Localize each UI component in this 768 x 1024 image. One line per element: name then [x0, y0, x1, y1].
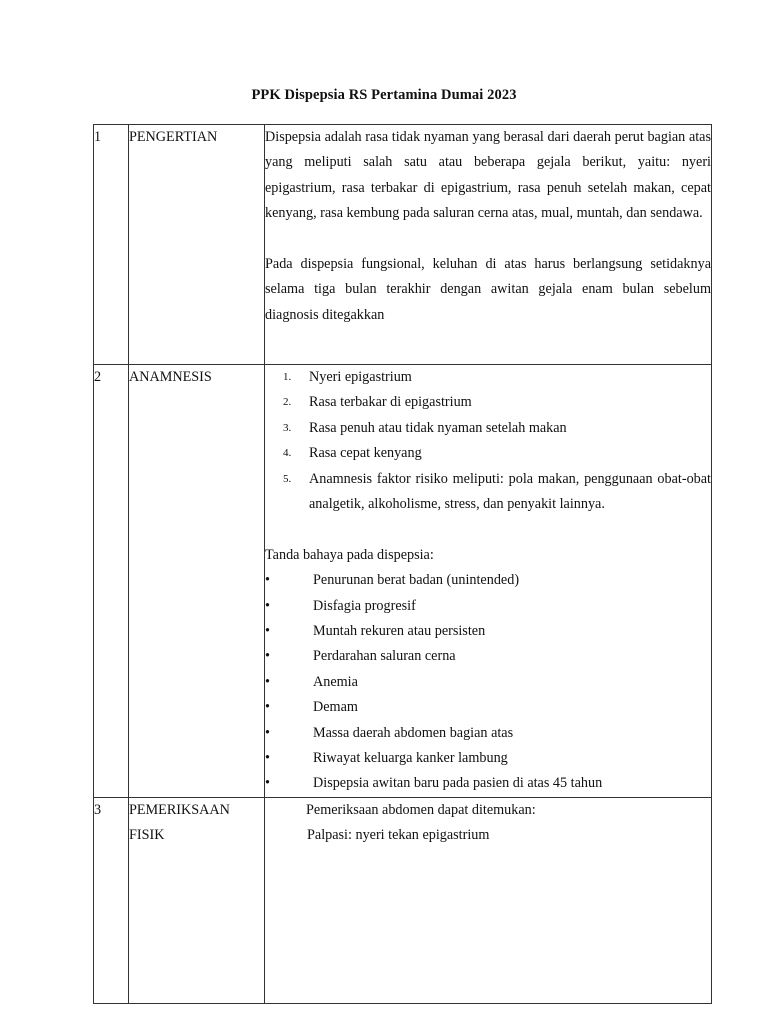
list-item	[265, 619, 711, 644]
section-label-pengertian: PENGERTIAN	[129, 125, 265, 365]
bullet-icon: •	[265, 673, 270, 690]
list-item	[265, 644, 711, 669]
list-item	[265, 594, 711, 619]
bullet-icon: •	[265, 750, 270, 767]
list-item-text: Dispepsia awitan baru pada pasien di atas 45 tahun	[313, 775, 603, 792]
table-row	[94, 125, 712, 365]
pengertian-paragraph: Dispepsia adalah rasa tidak nyaman yang berasal dari daerah perut bagian atas yang meliputi salah satu atau beberapa gejala berikut, yaitu: nyeri epigastrium, rasa terbakar di epigastrium, rasa penuh setelah makan, cepat kenyang, rasa kembung pada saluran cerna atas, mual, muntah, dan sendawa.	[265, 129, 711, 222]
list-item-text: Perdarahan saluran cerna	[313, 648, 456, 665]
pengertian-content	[265, 125, 712, 365]
list-number: 5.	[283, 472, 292, 485]
row-number: 2	[94, 365, 129, 798]
list-item	[265, 695, 711, 720]
list-number: 1.	[283, 371, 292, 383]
list-item-text: Muntah rekuren atau persisten	[313, 623, 486, 640]
pemeriksaan-fisik-content	[265, 797, 712, 1003]
list-item	[283, 467, 711, 518]
document-title: PPK Dispepsia RS Pertamina Dumai 2023	[251, 87, 517, 103]
list-item-text: Anamnesis faktor risiko meliputi: pola makan, penggunaan obat-obat analgetik, alkoholisme, stress, dan penyakit lainnya.	[309, 470, 711, 513]
list-item-text: Rasa terbakar di epigastrium	[309, 394, 472, 411]
bullet-icon: •	[265, 775, 270, 792]
list-item-text: Rasa penuh atau tidak nyaman setelah makan	[309, 419, 567, 436]
list-item-text: Nyeri epigastrium	[309, 369, 412, 385]
table-row	[94, 365, 712, 798]
bullet-icon: •	[265, 623, 270, 640]
list-item-text: Demam	[313, 699, 358, 716]
list-number: 2.	[283, 396, 292, 409]
danger-heading: Tanda bahaya pada dispepsia:	[265, 546, 434, 563]
list-number: 3.	[283, 421, 292, 434]
list-item-text: Anemia	[313, 673, 358, 690]
list-item-text: Rasa cepat kenyang	[309, 445, 422, 462]
danger-signs-list	[265, 568, 711, 797]
bullet-icon: •	[265, 724, 270, 741]
section-label-anamnesis: ANAMNESIS	[129, 365, 265, 798]
list-item-text: Penurunan berat badan (unintended)	[313, 572, 520, 589]
bullet-icon: •	[265, 648, 270, 665]
ppk-table	[93, 124, 712, 1004]
section-label-line: FISIK	[129, 827, 165, 844]
list-number: 4.	[283, 447, 292, 460]
fisik-line: Palpasi: nyeri tekan epigastrium	[307, 827, 490, 844]
list-item	[265, 721, 711, 746]
list-item	[283, 365, 711, 390]
section-label-pemeriksaan-fisik	[129, 797, 265, 1003]
bullet-icon: •	[265, 597, 270, 614]
list-item	[265, 771, 711, 796]
list-item-text: Riwayat keluarga kanker lambung	[313, 750, 508, 767]
table-row	[94, 797, 712, 1003]
list-item	[265, 670, 711, 695]
bullet-icon: •	[265, 699, 270, 716]
list-item-text: Disfagia progresif	[313, 597, 416, 614]
fisik-line: Pemeriksaan abdomen dapat ditemukan:	[306, 801, 536, 818]
list-item-text: Massa daerah abdomen bagian atas	[313, 724, 514, 741]
row-number: 1	[94, 125, 129, 365]
list-item	[265, 568, 711, 593]
anamnesis-content	[265, 365, 712, 798]
row-number: 3	[94, 797, 129, 1003]
bullet-icon: •	[265, 572, 270, 589]
anamnesis-list	[265, 365, 711, 517]
pengertian-paragraph: Pada dispepsia fungsional, keluhan di atas harus berlangsung setidaknya selama tiga bulan terakhir dengan awitan gejala enam bulan sebelum diagnosis ditegakkan	[265, 256, 711, 323]
list-item	[265, 746, 711, 771]
list-item	[283, 416, 711, 441]
list-item	[283, 441, 711, 466]
section-label-line: PEMERIKSAAN	[129, 801, 230, 818]
list-item	[283, 390, 711, 415]
